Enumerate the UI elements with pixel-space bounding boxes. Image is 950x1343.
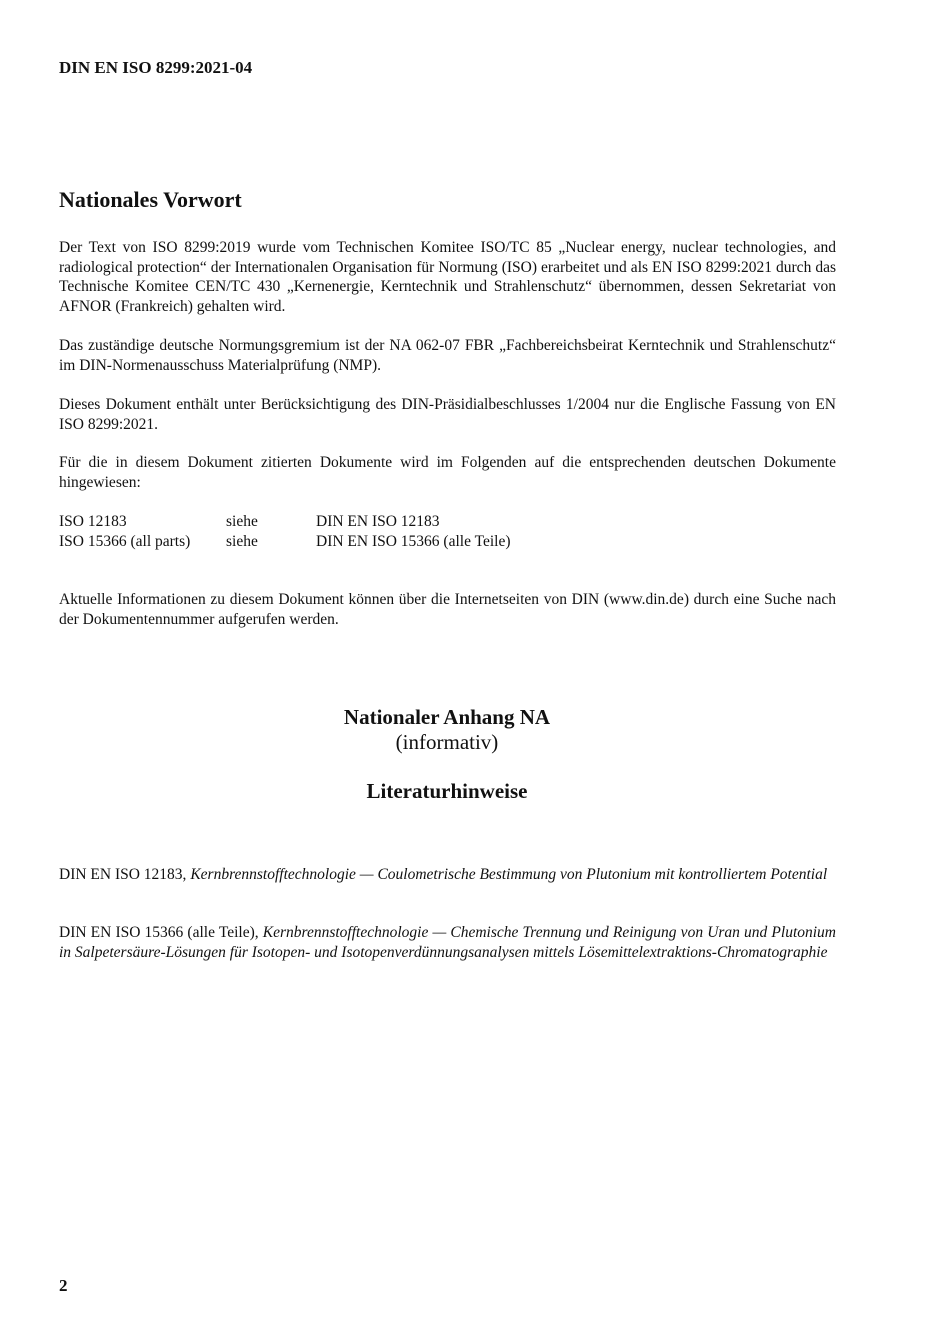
bibliography-ref: DIN EN ISO 15366 (alle Teile), <box>59 924 259 941</box>
bibliography-title: Literaturhinweise <box>366 779 528 803</box>
reference-din: DIN EN ISO 15366 (alle Teile) <box>316 532 511 550</box>
document-id: DIN EN ISO 8299:2021-04 <box>59 58 253 77</box>
reference-see: siehe <box>226 532 258 550</box>
foreword-paragraph: Das zuständige deutsche Normungsgremium ist der NA 062-07 FBR „Fachbereichsbeirat Kerntechnik und Strahlenschutz“ im DIN-Normenausschuss Materialprüfung (NMP). <box>59 337 836 374</box>
foreword-paragraph: Dieses Dokument enthält unter Berücksichtigung des DIN-Präsidialbeschlusses 1/2004 nur die Englische Fassung von EN ISO 8299:2021. <box>59 396 836 433</box>
reference-iso: ISO 15366 (all parts) <box>59 532 191 550</box>
foreword-paragraph: Für die in diesem Dokument zitierten Dokumente wird im Folgenden auf die entsprechenden deutschen Dokumente hingewiesen: <box>59 454 836 491</box>
reference-see: siehe <box>226 513 258 530</box>
bibliography-ref: DIN EN ISO 12183, <box>59 866 187 883</box>
reference-iso: ISO 12183 <box>59 513 127 530</box>
bibliography-entry <box>59 865 836 885</box>
reference-row <box>59 532 510 552</box>
bibliography-title-text: Kernbrennstofftechnologie — Coulometrische Bestimmung von Plutonium mit kontrolliertem Potential <box>190 866 828 883</box>
page-number: 2 <box>59 1276 68 1295</box>
annex-title: Nationaler Anhang NA <box>343 705 551 729</box>
foreword-paragraph: Der Text von ISO 8299:2019 wurde vom Technischen Komitee ISO/TC 85 „Nuclear energy, nuclear technologies, and radiological protection“ der Internationalen Organisation für Normung (ISO) erarbeitet und als EN ISO 8299:2021 durch das Technische Komitee CEN/TC 430 „Kernenergie, Kerntechnik und Strahlenschutz“ übernommen, dessen Sekretariat von AFNOR (Frankreich) gehalten wird. <box>59 239 836 315</box>
foreword-title: Nationales Vorwort <box>59 187 242 212</box>
foreword-closing: Aktuelle Informationen zu diesem Dokument können über die Internetseiten von DIN (www.din.de) durch eine Suche nach der Dokumentennummer aufgerufen werden. <box>59 591 836 628</box>
reference-row <box>59 512 510 532</box>
bibliography-entry <box>59 923 836 962</box>
bibliography-title-text: Kernbrennstofftechnologie — Chemische Trennung und Reinigung von Uran und Plutonium in Salpetersäure-Lösungen für Isotopen- und Isotopenverdünnungsanalysen mittels Lösemittelextraktions-Chromatographie <box>59 924 836 961</box>
reference-table <box>59 512 510 551</box>
reference-din: DIN EN ISO 12183 <box>316 513 440 530</box>
annex-subtitle: (informativ) <box>395 730 499 754</box>
